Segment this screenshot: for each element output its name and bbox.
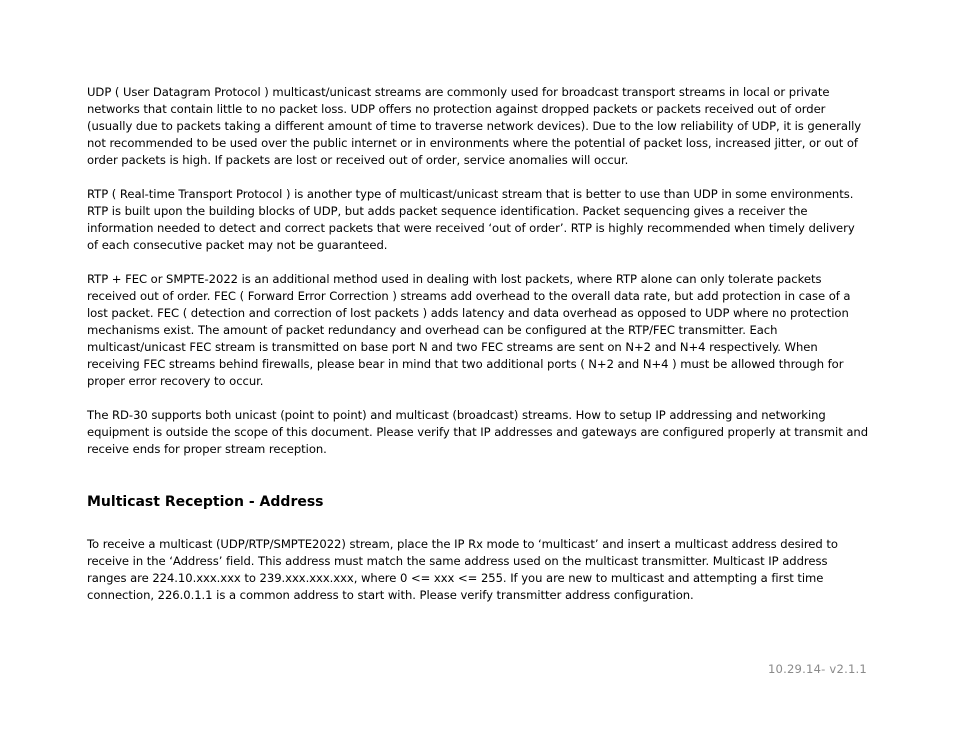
paragraph-rd30-support: The RD-30 supports both unicast (point to point) and multicast (broadcast) streams. How to setup IP addressing and networking equipment is outside the scope of this document. Please verify that IP addresses and gateways are configured properly at transmit and receive ends for proper stream reception. (87, 408, 869, 456)
paragraph-rtp-fec: RTP + FEC or SMPTE-2022 is an additional method used in dealing with lost packets, where RTP alone can only tolerate packets received out of order. FEC ( Forward Error Correction ) streams add overhead to the overall data rate, but add protection in case of a lost packet. FEC ( detection and correction of lost packets ) adds latency and data overhead as opposed to UDP where no protection mechanisms exist. The amount of packet redundancy and overhead can be configured at the RTP/FEC transmitter. Each multicast/unicast FEC stream is transmitted on base port N and two FEC streams are sent on N+2 and N+4 respectively. When receiving FEC streams behind firewalls, please bear in mind that two additional ports ( N+2 and N+4 ) must be allowed through for proper error recovery to occur. (87, 272, 851, 388)
document-body (87, 84, 869, 621)
footer-version: 10.29.14- v2.1.1 (767, 662, 867, 676)
section-heading-multicast-reception: Multicast Reception - Address (87, 494, 324, 510)
paragraph-multicast-address: To receive a multicast (UDP/RTP/SMPTE2022) stream, place the IP Rx mode to ‘multicast’ and insert a multicast address desired to receive in the ‘Address’ field. This address must match the same address used on the multicast transmitter. Multicast IP address ranges are 224.10.xxx.xxx to 239.xxx.xxx.xxx, where 0 <= xxx <= 255. If you are new to multicast and attempting a first time connection, 226.0.1.1 is a common address to start with. Please verify transmitter address configuration. (87, 537, 838, 602)
paragraph-rtp: RTP ( Real-time Transport Protocol ) is another type of multicast/unicast stream that is better to use than UDP in some environments. RTP is built upon the building blocks of UDP, but adds packet sequence identification. Packet sequencing gives a receiver the information needed to detect and correct packets that were received ‘out of order’. RTP is highly recommended when timely delivery of each consecutive packet may not be guaranteed. (87, 187, 855, 252)
paragraph-udp: UDP ( User Datagram Protocol ) multicast/unicast streams are commonly used for broadcast transport streams in local or private networks that contain little to no packet loss. UDP offers no protection against dropped packets or packets received out of order (usually due to packets taking a different amount of time to traverse network devices). Due to the low reliability of UDP, it is generally not recommended to be used over the public internet or in environments where the potential of packet loss, increased jitter, or out of order packets is high. If packets are lost or received out of order, service anomalies will occur. (87, 85, 862, 167)
